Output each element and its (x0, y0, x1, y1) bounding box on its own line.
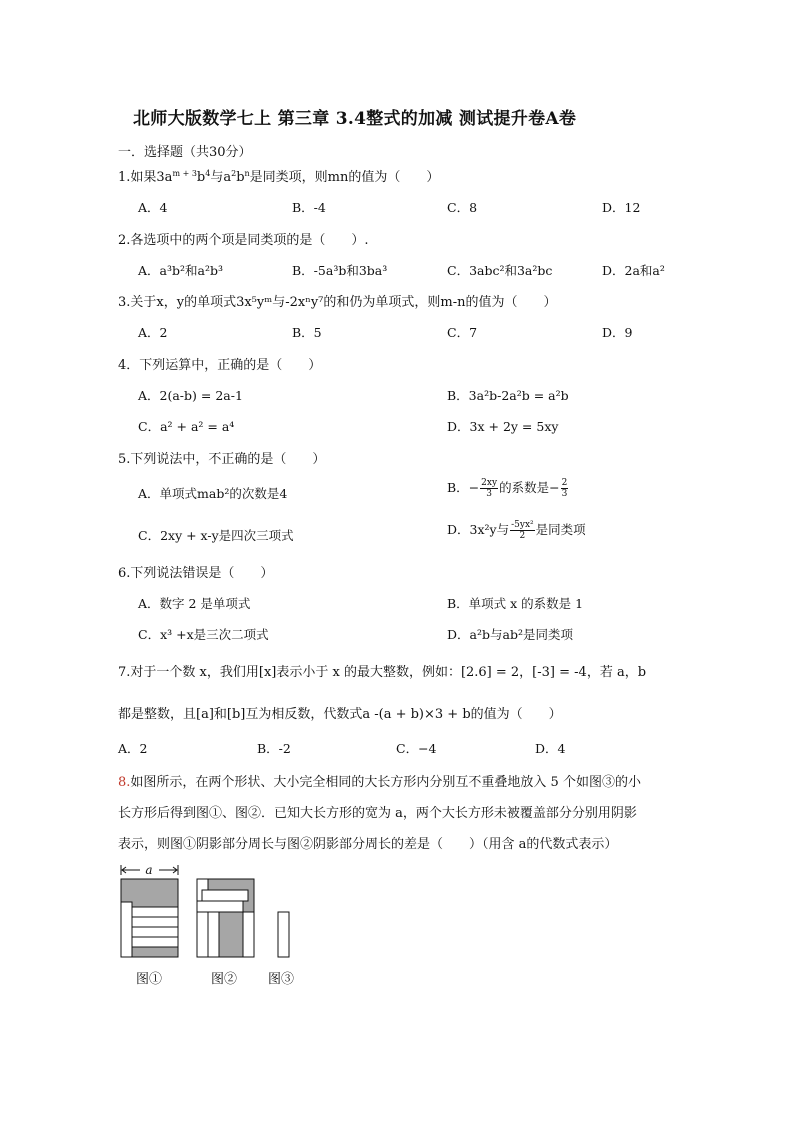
q5-option-b[interactable]: B．− $\frac{2xy}{3}$ 的系数是− $\frac{2}{3}$ (447, 478, 568, 499)
q6-option-d[interactable]: D．a²b与ab²是同类项 (447, 627, 573, 642)
question-6: 6.下列说法错误是（ ） (118, 566, 274, 581)
q3-option-b[interactable]: B．5 (292, 325, 322, 340)
q1-option-d[interactable]: D．12 (602, 200, 641, 215)
q5-d-fraction: $\frac{\text{-5yx²}}{2}$ (511, 520, 534, 541)
question-8-line-3: 表示，则图①阴影部分周长与图②阴影部分周长的差是（ ）（用含 a的代数式表示） (118, 837, 618, 852)
q2-option-c[interactable]: C．3abc²和3a²bc (447, 263, 553, 278)
q2-option-b[interactable]: B．-5a³b和3ba³ (292, 263, 388, 278)
figure-2 (197, 879, 254, 957)
q8-line-1-text: 如图所示，在两个形状、大小完全相同的大长方形内分别互不重叠地放入 5 个如图③的小 (130, 775, 641, 790)
q4-option-d[interactable]: D．3x + 2y = 5xy (447, 419, 559, 434)
q1-option-a[interactable]: A．4 (138, 200, 168, 215)
page-title: 北师大版数学七上 第三章 3.4整式的加减 测试提升卷A卷 (133, 109, 577, 129)
q5-option-b-mid: 的系数是 (499, 480, 550, 495)
q5-b-fraction-2: $\frac{2}{3}$ (561, 478, 568, 499)
q1-stem-a: 1.如果3a (118, 170, 173, 185)
figure-2-caption: 图② (211, 972, 238, 987)
figure-3 (278, 912, 289, 957)
question-5: 5.下列说法中，不正确的是（ ） (118, 452, 326, 467)
figure-1 (121, 879, 178, 957)
q6-option-b[interactable]: B．单项式 x 的系数是 1 (447, 596, 584, 611)
q3-option-d[interactable]: D．9 (602, 325, 633, 340)
figure-1-caption: 图① (136, 972, 163, 987)
q5-option-c[interactable]: C．2xy + x-y是四次三项式 (138, 528, 294, 543)
question-4: 4．下列运算中，正确的是（ ） (118, 358, 322, 373)
q3-option-a[interactable]: A．2 (138, 325, 168, 340)
section-heading: 一．选择题（共30分） (118, 145, 252, 160)
q7-option-d[interactable]: D．4 (535, 741, 566, 756)
question-8-line-2: 长方形后得到图①、图②．已知大长方形的宽为 a，两个大长方形未被覆盖部分分别用阴影 (118, 806, 637, 821)
q2-option-a[interactable]: A．a³b²和a²b³ (138, 263, 223, 278)
q5-b-fraction-1: $\frac{2xy}{3}$ (481, 478, 498, 499)
q7-option-c[interactable]: C．−4 (396, 741, 437, 756)
q6-option-a[interactable]: A．数字 2 是单项式 (138, 596, 251, 611)
question-2: 2.各选项中的两个项是同类项的是（ ）. (118, 233, 369, 248)
q4-option-b[interactable]: B．3a²b-2a²b = a²b (447, 388, 569, 403)
q1-option-b[interactable]: B．-4 (292, 200, 326, 215)
q1-stem-b: 与a (210, 170, 232, 185)
question-7-line-1: 7.对于一个数 x，我们用[x]表示小于 x 的最大整数，例如：[2.6] = 2，[-3] = -4，若 a，b (118, 665, 647, 680)
q3-option-c[interactable]: C．7 (447, 325, 478, 340)
q1-stem-c: 是同类项，则mn的值为（ ） (249, 170, 440, 185)
dimension-a-label: a (145, 863, 153, 877)
q6-option-c[interactable]: C．x³ +x是三次二项式 (138, 627, 269, 642)
question-7-line-2: 都是整数，且[a]和[b]互为相反数，代数式a -(a + b)×3 + b的值为（ ） (118, 707, 562, 722)
q4-option-c[interactable]: C．a² + a² = a⁴ (138, 419, 235, 434)
q8-number: 8. (118, 775, 131, 790)
figure-3-caption: 图③ (268, 972, 295, 987)
q5-option-b-label: B． (447, 480, 469, 495)
question-8-line-1 (118, 771, 641, 790)
q4-option-a[interactable]: A．2(a-b) = 2a-1 (138, 388, 243, 403)
q5-option-a[interactable]: A．单项式mab²的次数是4 (138, 486, 288, 501)
q7-option-b[interactable]: B．-2 (257, 741, 291, 756)
question-1: 1.如果$3a^{m + 3}b^4$与$a^2b^n$是同类项，则mn的值为（ ） (118, 169, 440, 185)
q1-option-c[interactable]: C．8 (447, 200, 478, 215)
q5-option-d-label: D．3x²y与 (447, 522, 510, 537)
q8-figure (115, 860, 315, 960)
q5-option-d-tail: 是同类项 (535, 522, 586, 537)
q7-option-a[interactable]: A．2 (118, 741, 148, 756)
q2-option-d[interactable]: D．2a和a² (602, 263, 665, 278)
question-3: 3.关于x，y的单项式3x⁵yᵐ与-2xⁿy⁷的和仍为单项式，则m-n的值为（ ） (118, 295, 557, 310)
q5-option-d[interactable] (447, 520, 586, 541)
